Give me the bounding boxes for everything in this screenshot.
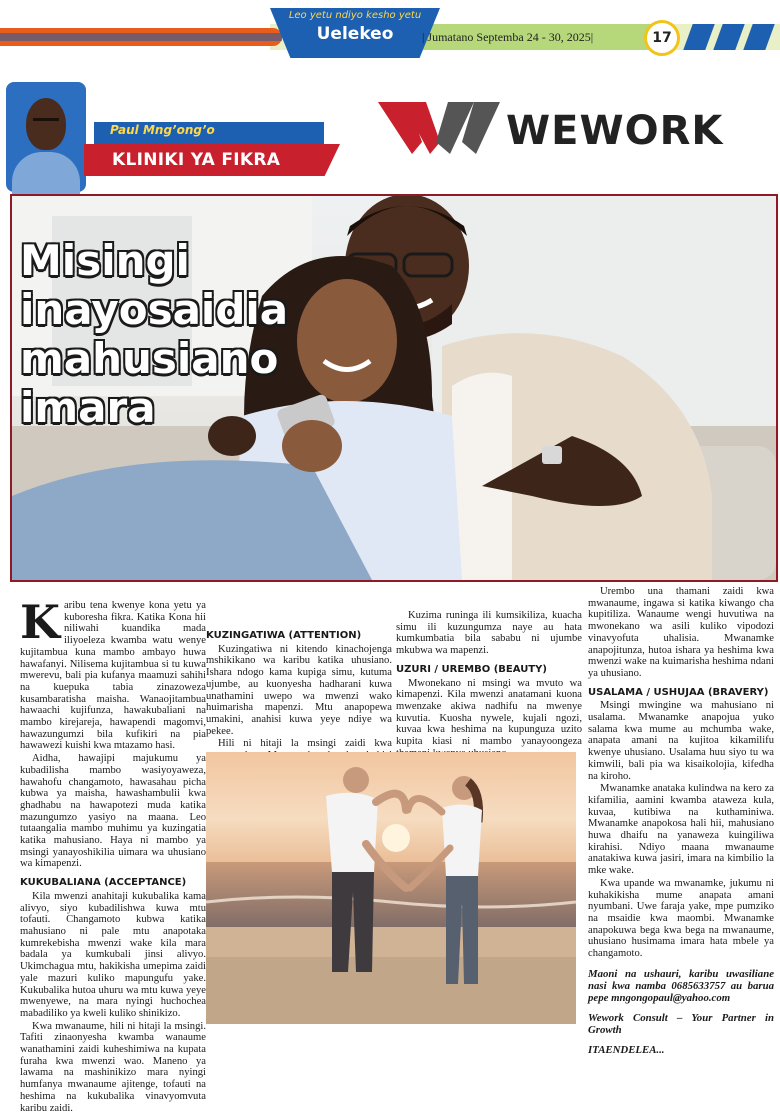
article-column-3 bbox=[396, 586, 582, 760]
paragraph: Kwa upande wa mwanamke, jukumu ni kuhakikisha mume anapata amani nyumbani. Uwe faraja yake, mpe pumziko na msaidie kwa maombi. Mwanamke anapokuwa bega kwa bega na mwanaume, uhusiano husimama imara hata mbele ya changamoto. bbox=[588, 877, 774, 960]
paragraph: Kwa mwanaume, hili ni hitaji la msingi. Tafiti zinaonyesha kwamba wanaume wanathamini zaidi kuheshimiwa na kupata furaha kwa mwenzi wao. Maneno ya lawama na mashinikizo mara nyingi humfanya mwanaume ajitenge, tofauti na heshima na kukubalika vinavyomvuta karibu zaidi. bbox=[20, 1020, 206, 1114]
page-number: 17 bbox=[644, 20, 680, 56]
continued-marker: ITAENDELEA... bbox=[588, 1043, 665, 1056]
column-title: KLINIKI YA FIKRA bbox=[112, 150, 281, 170]
page-header bbox=[0, 0, 780, 70]
masthead-tagline: Leo yetu ndiyo kesho yetu bbox=[288, 10, 422, 21]
article-column-1 bbox=[20, 595, 206, 1115]
paragraph: Msingi mwingine wa mahusiano ni usalama. Mwanamke anapojua yuko salama kwa mume au mchumba wake, anapata amani na kujitoa kikamilifu kwenye uhusiano. Usalama huu siyo tu wa kimwili, bali pia wa kisaikolojia, kifedha na kiroho. bbox=[588, 700, 774, 782]
section-heading-bravery: USALAMA / USHUJAA (BRAVERY) bbox=[588, 686, 769, 698]
paragraph: Kuzingatiwa ni kitendo kinachojenga mshikikano wa karibu katika uhusiano. Ishara ndogo kama kupiga simu, kutuma ujumbe, au kuonyesha hadharani kuwa unathamini uwepo wa mwenzi wako huimarisha mapenzi. Mtu anapopewa umakini, anahisi kuwa yeye ndiye wa pekee. bbox=[206, 643, 392, 737]
beach-photo bbox=[206, 752, 576, 1024]
wework-logo-icon bbox=[378, 102, 500, 154]
section-heading-acceptance: KUKUBALIANA (ACCEPTANCE) bbox=[20, 877, 187, 889]
header-stripes bbox=[668, 24, 780, 50]
paragraph: Kuzima runinga ili kumsikiliza, kuacha simu ili kuzungumza naye au hata kumkumbatia bila sababu ni ujumbe mkubwa wa mapenzi. bbox=[396, 610, 582, 657]
paragraph: Aidha, hawajipi majukumu ya kubadilisha mambo wasiyoyaweza, hawahofu changamoto, hawasahau picha kubwa ya maisha, hawashambulii kwa ghadhabu na hawapotezi muda katika mazungumzo yasiyo na maana. Leo tutaangalia mambo muhimu ya kuzingatia katika mahusiano. Haya ni mambo ya msingi yanayoshikilia uimara wa uhusiano wa kimapenzi. bbox=[20, 753, 206, 870]
heart-hands-photo-illustration bbox=[206, 752, 576, 1024]
paragraph: Mwonekano ni msingi wa mvuto wa kimapenzi. Kila mwenzi anatamani kuona mwenzake akiwa nadhifu na mwenye kuvutia. Kuosha nywele, kujali ngozi, kuvaa kwa heshima na kupunguza uzito kupita kiasi ni mambo yanayoongeza bbox=[396, 677, 582, 748]
article-headline: Misingi inayosaidia mahusiano imara bbox=[20, 236, 289, 432]
article-column-4 bbox=[588, 586, 774, 1057]
author-portrait-icon bbox=[6, 82, 86, 192]
sponsor-tagline: Wework Consult – Your Partner in Growth bbox=[588, 1011, 774, 1036]
paragraph: Mwanamke anataka kulindwa na kero za kifamilia, aamini kwamba ataweza kula, kuvaa, kutibiwa na kuthaminiwa. Mwanamke anapokosa hali hii, mahusiano huwa dhaifu na yanaweza kuingiliwa kirahisi. Ndiyo maana mwanaume anatakiwa kuwa jasiri, imara na kimbilio la mke wake. bbox=[588, 783, 774, 877]
paragraph: Hili ni hitaji la msingi zaidi kwa bbox=[218, 738, 392, 750]
sponsor-logo-text: WEWORK bbox=[506, 108, 724, 154]
section-heading-beauty: UZURI / UREMBO (BEAUTY) bbox=[396, 663, 547, 675]
issue-date: | Jumatano Septemba 24 - 30, 2025| bbox=[422, 30, 594, 44]
dropcap: K bbox=[20, 595, 60, 649]
section-heading-attention: KUZINGATIWA (ATTENTION) bbox=[206, 630, 362, 641]
paragraph: Kila mwenzi anahitaji kukubalika kama alivyo, siyo kubadilishwa kuwa mtu tofauti. Changamoto kubwa katika mahusiano ni pale mtu anapotaka kumrekebisha mwenzi wake kila mara badala ya kumkubali jinsi alivyo. Ukimchagua mtu, hakikisha umepima zaidi yale mazuri kuliko mapungufu yake. Kukubalika hutoa uhuru wa mtu kuwa yeye mwenyewe, na mara nyingi huchochea mabadiliko ya kweli kuliko shinikizo. bbox=[20, 890, 206, 1019]
header-blue-line bbox=[0, 33, 282, 41]
paragraph: Urembo una thamani zaidi kwa mwanaume, ingawa si katika kiwango cha kupitiliza. Wanaume wengi huvutiwa na mwonekano wa asili kuliko vipodozi vinavyofuta uhalisia. Mwanamke anapojitunza, hutoa ishara ya heshima kwa mwenzi wake na kuimarisha heshima ndani ya uhusiano. bbox=[588, 586, 774, 679]
masthead-title: Uelekeo bbox=[316, 24, 394, 44]
author-name: Paul Mng’ong’o bbox=[110, 123, 215, 137]
intro-paragraph: aribu tena kwenye kona yetu ya kuboresha fikra. Katika Kona hii niliwahi kuandika mada iliyoeleza kwamba watu wenye kujitambua kuna mambo ambayo huwa hawafanyi. Nilisema kujitambua si tu kuwa mwerevu, bali pia kufanya maamuzi sahihi na kuepuka tabia zinazoweza kusambaratisha maisha. Wanaojitambua hawaachi kujifunza, hawakubaliani na mambo kirejareja, hawapendi magomvi, hawazungumzi bila kufikiri na pia hawawezi kuishi kwa mtazamo hasi. bbox=[20, 600, 206, 752]
contact-note: Maoni na ushauri, karibu uwasiliane nasi kwa namba 0685633757 au barua pepe mngongopaul@yahoo.com bbox=[588, 967, 774, 1004]
